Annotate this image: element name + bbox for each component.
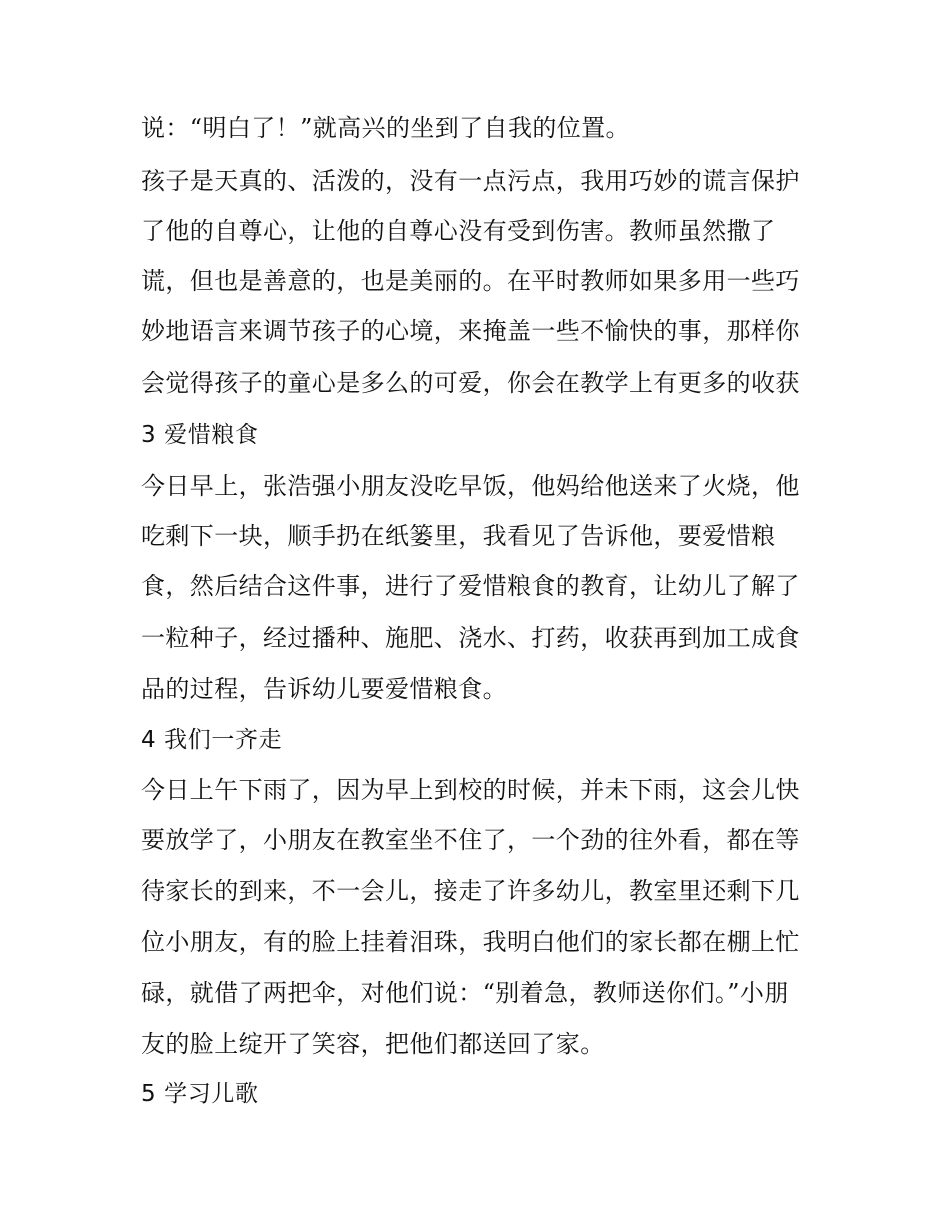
para1-line-4: 妙地语言来调节孩子的心境，来掩盖一些不愉快的事，那样你 (141, 317, 800, 345)
section-heading-4: 4 我们一齐走 (141, 727, 283, 753)
para3-line-3: 待家长的到来，不一会儿，接走了许多幼儿，教室里还剩下几 (141, 877, 800, 905)
section-heading-3: 3 爱惜粮食 (141, 422, 259, 448)
para2-line-2: 吃剩下一块，顺手扔在纸篓里，我看见了告诉他，要爱惜粮 (141, 522, 776, 550)
section-heading-5: 5 学习儿歌 (141, 1081, 259, 1107)
para1-line-1: 孩子是天真的、活泼的，没有一点污点，我用巧妙的谎言保护 (141, 167, 800, 195)
intro-line: 说：“明白了！”就高兴的坐到了自我的位置。 (141, 114, 630, 142)
para2-line-4: 一粒种子，经过播种、施肥、浇水、打药，收获再到加工成食 (141, 624, 800, 652)
para2-line-1: 今日早上，张浩强小朋友没吃早饭，他妈给他送来了火烧，他 (141, 472, 800, 500)
para2-line-3: 食，然后结合这件事，进行了爱惜粮食的教育，让幼儿了解了 (141, 572, 800, 600)
para1-line-3: 谎，但也是善意的，也是美丽的。在平时教师如果多用一些巧 (141, 267, 800, 295)
para3-line-4: 位小朋友，有的脸上挂着泪珠，我明白他们的家长都在棚上忙 (141, 928, 800, 956)
para1-line-2: 了他的自尊心，让他的自尊心没有受到伤害。教师虽然撒了 (141, 217, 776, 245)
para3-line-2: 要放学了，小朋友在教室坐不住了，一个劲的往外看，都在等 (141, 826, 800, 854)
para3-line-5: 碌，就借了两把伞，对他们说：“别着急，教师送你们。”小朋 (141, 979, 789, 1007)
para3-line-6: 友的脸上绽开了笑容，把他们都送回了家。 (141, 1030, 605, 1058)
para1-line-5: 会觉得孩子的童心是多么的可爱，你会在教学上有更多的收获 (141, 369, 800, 397)
para2-line-5: 品的过程，告诉幼儿要爱惜粮食。 (141, 675, 507, 703)
para3-line-1: 今日上午下雨了，因为早上到校的时候，并未下雨，这会儿快 (141, 776, 800, 804)
